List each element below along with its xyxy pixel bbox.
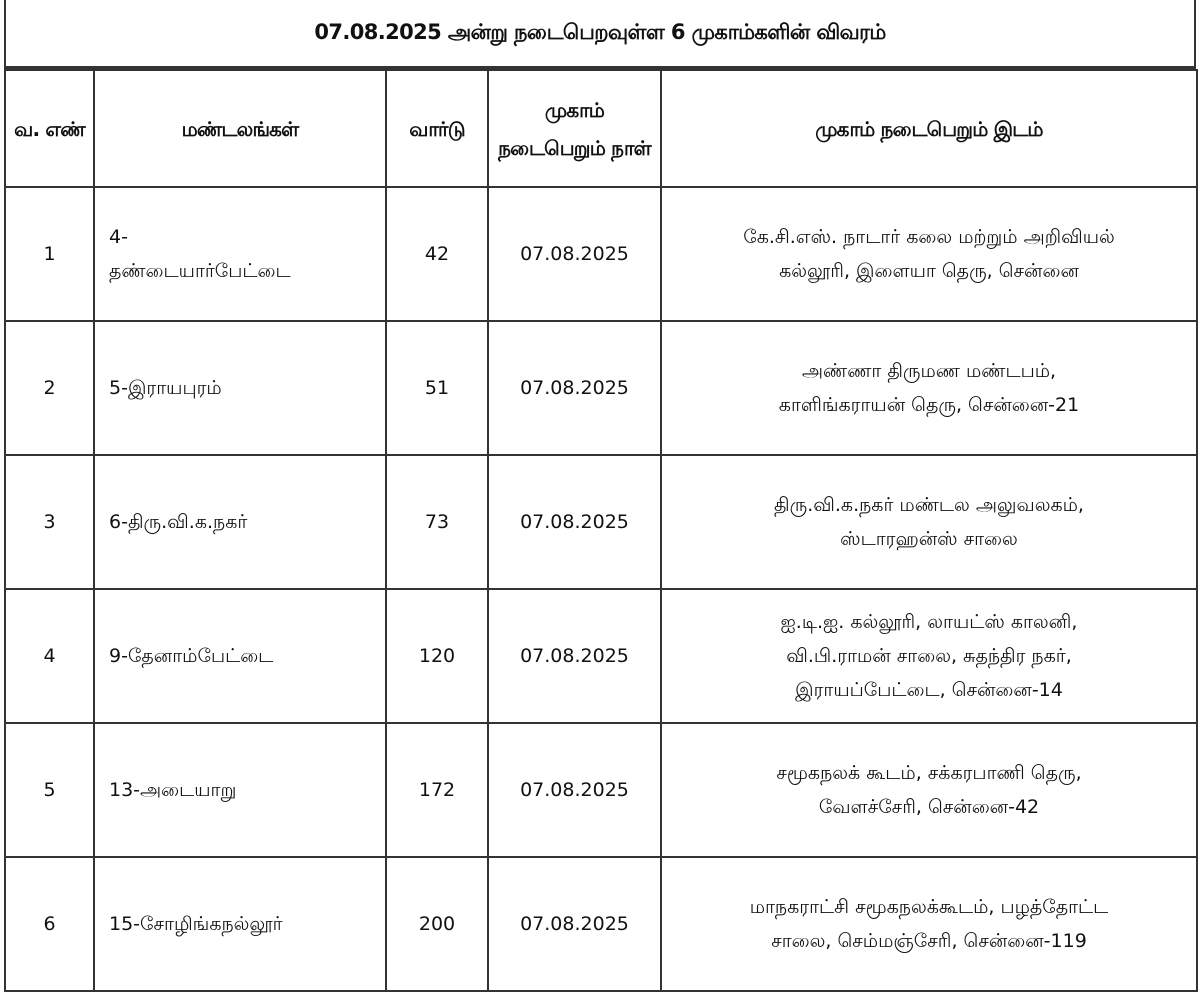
header-row [5, 70, 1197, 187]
cell-venue [661, 321, 1197, 455]
venue-line: கே.சி.எஸ். நாடார் கலை மற்றும் அறிவியல் [743, 226, 1115, 248]
cell-date: 07.08.2025 [488, 187, 661, 321]
cell-venue [661, 723, 1197, 857]
table-row [5, 321, 1197, 455]
table-row [5, 857, 1197, 991]
header-serial: வ. எண் [5, 70, 94, 187]
title-text: 07.08.2025 அன்று நடைபெறவுள்ள 6 முகாம்களின் விவரம் [314, 19, 886, 44]
cell-venue [661, 857, 1197, 991]
venue-line: காளிங்கராயன் தெரு, சென்னை-21 [778, 394, 1080, 416]
venue-line: சாலை, செம்மஞ்சேரி, சென்னை-119 [771, 930, 1087, 952]
header-venue: முகாம் நடைபெறும் இடம் [661, 70, 1197, 187]
cell-ward: 120 [386, 589, 488, 723]
cell-serial: 3 [5, 455, 94, 589]
venue-line: கல்லூரி, இளையா தெரு, சென்னை [779, 260, 1079, 282]
cell-date: 07.08.2025 [488, 857, 661, 991]
cell-serial: 2 [5, 321, 94, 455]
cell-zone: 9-தேனாம்பேட்டை [94, 589, 386, 723]
cell-serial: 1 [5, 187, 94, 321]
table-row [5, 589, 1197, 723]
cell-serial: 5 [5, 723, 94, 857]
cell-venue [661, 187, 1197, 321]
table-row [5, 187, 1197, 321]
cell-venue [661, 589, 1197, 723]
cell-date: 07.08.2025 [488, 723, 661, 857]
venue-line: வேளச்சேரி, சென்னை-42 [818, 796, 1040, 818]
venue-line: இராயப்பேட்டை, சென்னை-14 [795, 679, 1063, 701]
venue-line: மாநகராட்சி சமூகநலக்கூடம், பழத்தோட்ட [749, 896, 1109, 918]
camp-schedule-document [4, 0, 1196, 992]
venue-line: திரு.வி.க.நகர் மண்டல அலுவலகம், [774, 494, 1084, 516]
cell-zone: 6-திரு.வி.க.நகர் [94, 455, 386, 589]
cell-zone [94, 187, 386, 321]
cell-zone: 5-இராயபுரம் [94, 321, 386, 455]
zone-part: 4- [109, 226, 128, 248]
header-zone: மண்டலங்கள் [94, 70, 386, 187]
cell-date: 07.08.2025 [488, 455, 661, 589]
zone-part: தண்டையார்பேட்டை [109, 260, 291, 282]
cell-date: 07.08.2025 [488, 589, 661, 723]
venue-line: ஐ.டி.ஐ. கல்லூரி, லாயட்ஸ் காலனி, [780, 611, 1078, 633]
cell-zone: 15-சோழிங்கநல்லூர் [94, 857, 386, 991]
cell-serial: 4 [5, 589, 94, 723]
cell-zone: 13-அடையாறு [94, 723, 386, 857]
venue-line: அண்ணா திருமண மண்டபம், [801, 360, 1057, 382]
venue-line: ஸ்டாரஹன்ஸ் சாலை [840, 528, 1018, 550]
cell-ward: 172 [386, 723, 488, 857]
header-date: முகாம் நடைபெறும் நாள் [488, 70, 661, 187]
table-row [5, 723, 1197, 857]
cell-ward: 73 [386, 455, 488, 589]
cell-ward: 42 [386, 187, 488, 321]
camp-table [4, 69, 1198, 992]
cell-date: 07.08.2025 [488, 321, 661, 455]
table-row [5, 455, 1197, 589]
cell-serial: 6 [5, 857, 94, 991]
cell-ward: 200 [386, 857, 488, 991]
cell-venue [661, 455, 1197, 589]
cell-ward: 51 [386, 321, 488, 455]
venue-line: சமூகநலக் கூடம், சக்கரபாணி தெரு, [776, 762, 1082, 784]
venue-line: வி.பி.ராமன் சாலை, சுதந்திர நகர், [786, 645, 1072, 667]
header-ward: வார்டு [386, 70, 488, 187]
document-title [4, 0, 1196, 69]
